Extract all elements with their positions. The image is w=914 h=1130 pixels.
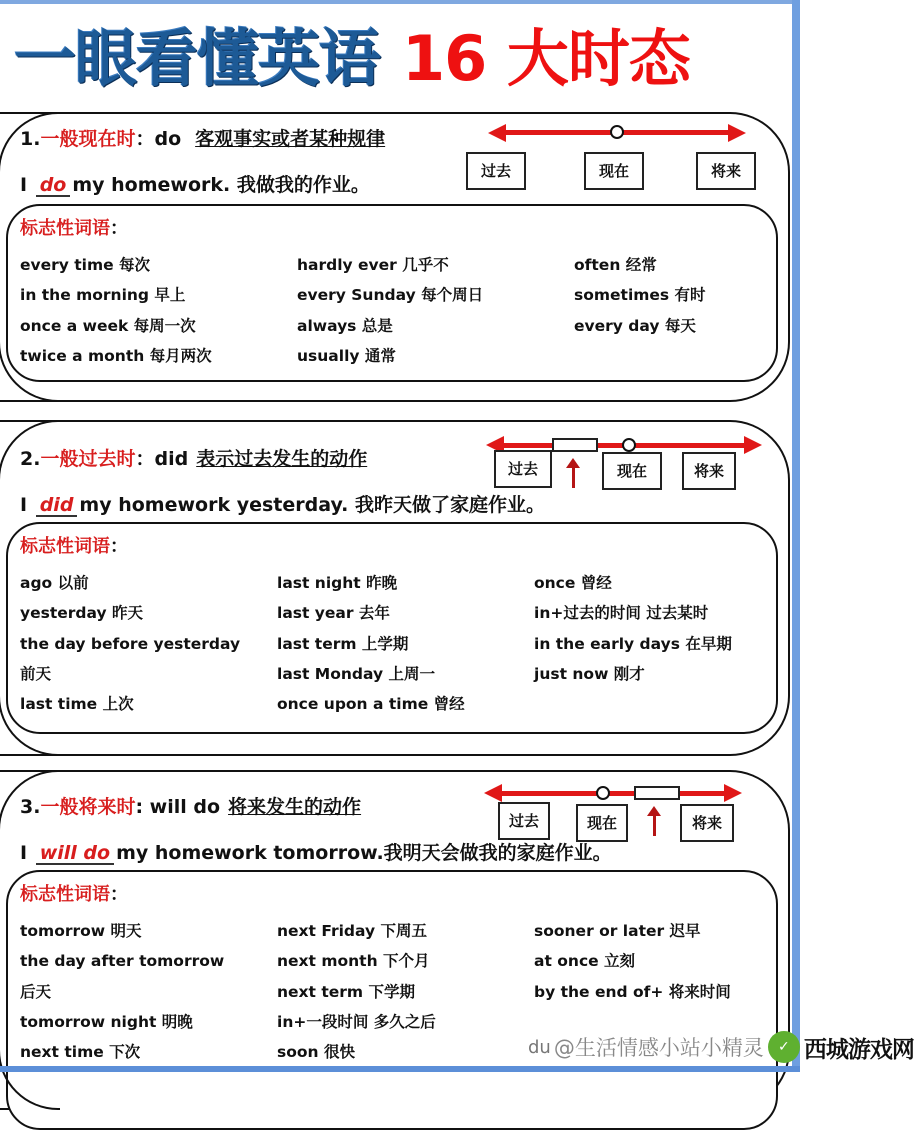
signal-word: last term 上学期 <box>277 634 409 653</box>
example-subject: I <box>20 174 28 196</box>
watermark-handle: @生活情感小站小精灵 <box>553 1036 764 1060</box>
timeline-label-past: 过去 <box>498 802 550 840</box>
signal-word: the day after tomorrow <box>20 952 225 971</box>
example-subject: I <box>20 842 28 864</box>
example-verb: will do <box>36 843 114 865</box>
signal-word: in the early days 在早期 <box>534 634 732 653</box>
signal-word: next term 下学期 <box>277 982 415 1001</box>
tense-number: 2. <box>20 448 41 470</box>
title-highlight: 16 大时态 <box>402 21 690 95</box>
example-sentence <box>20 170 370 197</box>
signal-word: in+一段时间 多久之后 <box>277 1012 436 1031</box>
tense-description: 将来发生的动作 <box>228 796 362 818</box>
example-sentence <box>20 490 545 517</box>
signal-word: 后天 <box>20 982 52 1001</box>
tense-form: ：did <box>135 448 189 470</box>
example-rest: my homework yesterday. 我昨天做了家庭作业。 <box>79 494 545 516</box>
tense-name: 一般将来时 <box>40 796 136 818</box>
signal-word: in+过去的时间 过去某时 <box>534 604 709 623</box>
signal-word: sometimes 有时 <box>574 286 706 305</box>
signal-column-3 <box>534 916 731 1007</box>
signal-word: every day 每天 <box>574 316 696 335</box>
tense-number: 1. <box>20 128 41 150</box>
signal-word: next month 下个月 <box>277 952 430 971</box>
signal-word: hardly ever 几乎不 <box>297 256 449 274</box>
signal-word: next Friday 下周五 <box>277 922 427 940</box>
example-rest: my homework tomorrow.我明天会做我的家庭作业。 <box>116 842 612 864</box>
example-verb: do <box>36 175 71 197</box>
signal-column-3 <box>574 250 706 341</box>
present-dot-icon <box>596 786 610 800</box>
timeline-diagram <box>466 122 756 194</box>
signal-column-2 <box>297 250 483 371</box>
signal-words-title: 标志性词语： <box>20 884 128 905</box>
timeline-line <box>498 791 734 796</box>
tense-form: ：do <box>135 128 182 150</box>
tense-description: 客观事实或者某种规律 <box>195 128 386 150</box>
watermark <box>528 1030 914 1064</box>
baidu-paw-icon: du <box>528 1036 551 1058</box>
signal-word: last night 昨晚 <box>277 574 398 592</box>
tense-name: 一般过去时 <box>40 448 136 470</box>
title-main: 一眼看懂英语 <box>14 21 381 95</box>
signal-column-2 <box>277 916 436 1067</box>
timeline-label-present: 现在 <box>602 452 662 490</box>
signal-word: ago 以前 <box>20 574 89 592</box>
site-logo-icon: ✓ <box>768 1031 800 1063</box>
signal-word: tomorrow 明天 <box>20 922 142 940</box>
tense-number: 3. <box>20 796 41 818</box>
frame-right-border <box>792 0 800 1072</box>
signal-word: at once 立刻 <box>534 952 636 971</box>
arrow-right-icon <box>724 784 742 802</box>
timeline-label-present: 现在 <box>584 152 644 190</box>
page-title <box>14 8 690 98</box>
signal-word: by the end of+ 将来时间 <box>534 982 731 1001</box>
timeline-diagram <box>484 784 744 844</box>
tense-section-simple-past <box>0 420 790 756</box>
present-dot-icon <box>610 125 624 139</box>
signal-word: often 经常 <box>574 256 657 274</box>
signal-word: in the morning 早上 <box>20 286 186 305</box>
timeline-label-future: 将来 <box>682 452 736 490</box>
signal-word: every Sunday 每个周日 <box>297 286 484 305</box>
signal-column-2 <box>277 568 465 719</box>
signal-column-1 <box>20 250 212 371</box>
tense-heading <box>20 792 361 819</box>
arrow-up-icon <box>572 462 575 488</box>
signal-words-title: 标志性词语： <box>20 536 128 557</box>
frame-top-border <box>0 0 800 4</box>
signal-word: once a week 每周一次 <box>20 316 196 335</box>
signal-word: next time 下次 <box>20 1043 141 1062</box>
future-span-marker <box>634 786 680 800</box>
signal-word: yesterday 昨天 <box>20 604 143 623</box>
tense-heading <box>20 444 367 471</box>
timeline-label-past: 过去 <box>494 450 552 488</box>
frame-bottom-border <box>0 1066 800 1072</box>
signal-word: always 总是 <box>297 316 393 335</box>
example-rest: my homework. 我做我的作业。 <box>72 174 370 196</box>
signal-column-3 <box>534 568 732 689</box>
tense-name: 一般现在时 <box>40 128 136 150</box>
signal-word: tomorrow night 明晚 <box>20 1012 193 1031</box>
signal-words-box <box>6 522 778 734</box>
example-subject: I <box>20 494 28 516</box>
example-verb: did <box>36 495 78 517</box>
signal-words-box <box>6 870 778 1130</box>
signal-column-1 <box>20 916 224 1067</box>
signal-word: last Monday 上周一 <box>277 664 435 683</box>
signal-word: every time 每次 <box>20 256 151 274</box>
signal-word: soon 很快 <box>277 1043 355 1062</box>
tense-section-simple-present <box>0 112 790 402</box>
present-dot-icon <box>622 438 636 452</box>
signal-column-1 <box>20 568 240 719</box>
signal-word: just now 刚才 <box>534 664 645 683</box>
signal-word: once 曾经 <box>534 574 612 592</box>
signal-word: 前天 <box>20 664 52 683</box>
timeline-label-future: 将来 <box>680 804 734 842</box>
arrow-up-icon <box>653 810 656 836</box>
timeline-label-present: 现在 <box>576 804 628 842</box>
signal-word: sooner or later 迟早 <box>534 922 701 940</box>
signal-word: once upon a time 曾经 <box>277 695 465 714</box>
tense-heading <box>20 124 385 151</box>
arrow-right-icon <box>744 436 762 454</box>
signal-word: last year 去年 <box>277 604 390 623</box>
signal-word: usually 通常 <box>297 346 396 365</box>
past-span-marker <box>552 438 598 452</box>
arrow-right-icon <box>728 124 746 142</box>
signal-word: the day before yesterday <box>20 634 241 653</box>
signal-words-title: 标志性词语： <box>20 218 128 239</box>
tense-description: 表示过去发生的动作 <box>196 448 368 470</box>
signal-words-box <box>6 204 778 382</box>
timeline-label-future: 将来 <box>696 152 756 190</box>
signal-word: last time 上次 <box>20 695 134 714</box>
signal-word: twice a month 每月两次 <box>20 346 212 365</box>
timeline-label-past: 过去 <box>466 152 526 190</box>
timeline-diagram <box>486 436 762 494</box>
tense-form: : will do <box>135 796 221 818</box>
watermark-site: 西城游戏网 <box>803 1036 914 1063</box>
